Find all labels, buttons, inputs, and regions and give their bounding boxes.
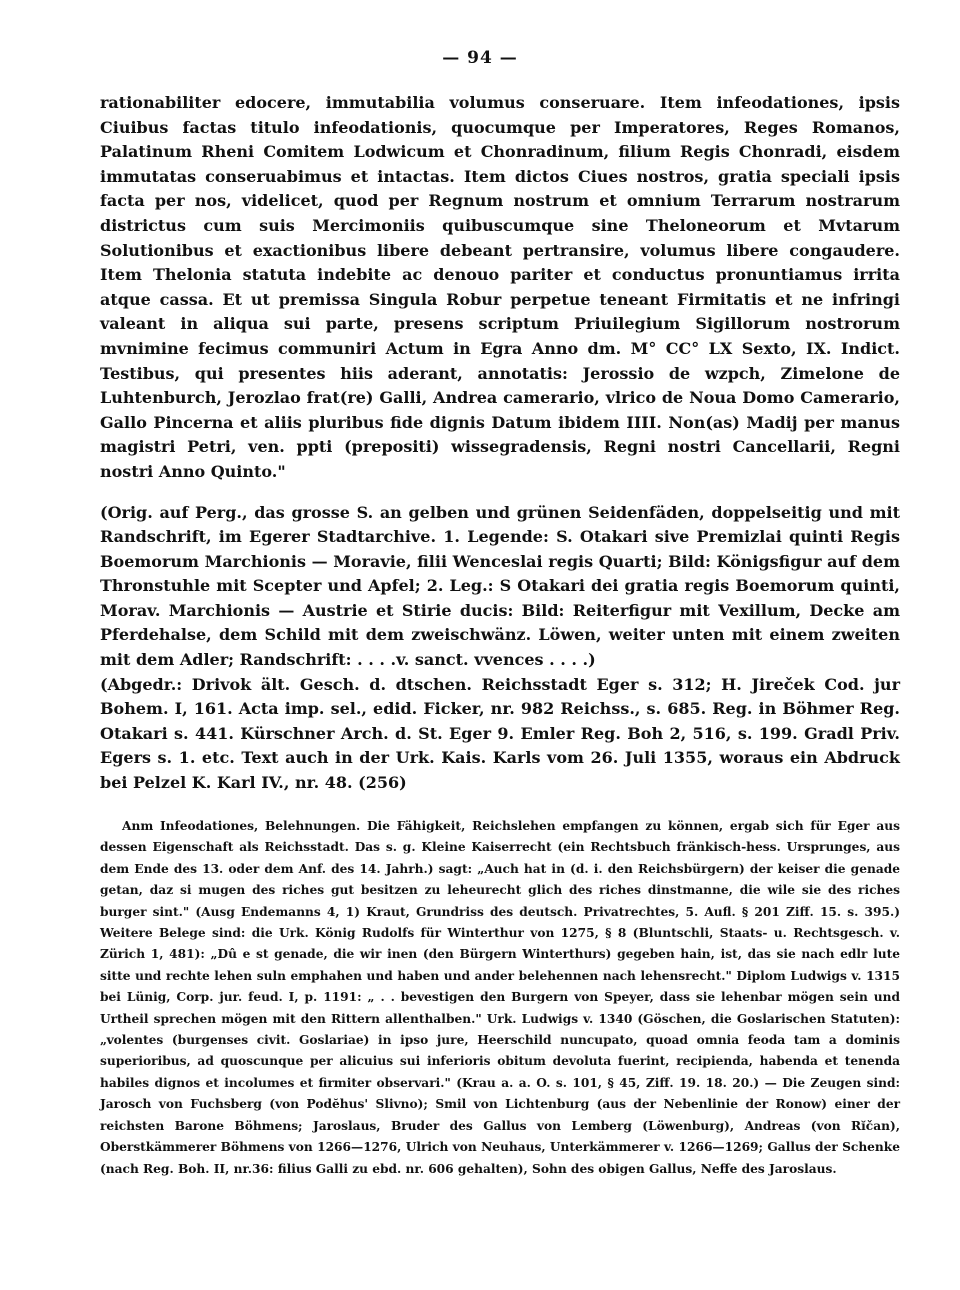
- edition-references-paragraph: (Abgedr.: Drivok ält. Gesch. d. dtschen. Reichsstadt Eger s. 312; H. Jireček Cod. jur Bohem. I, 161. Acta imp. sel., edid. Ficker, nr. 982 Reichss., s. 685. Reg. in Böhmer Reg. Otakari s. 441. Kürschner Arch. d. St. Eger 9. Emler Reg. Boh 2, 516, s. 199. Gradl Priv. Egers s. 1. etc. Text auch in der Urk. Kais. Karls vom 26. Juli 1355, woraus ein Abdruck bei Pelzel K. Karl IV., nr. 48. (256): [100, 674, 900, 793]
- main-text: [100, 91, 900, 796]
- footnote-text: Anm Infeodationes, Belehnungen. Die Fähigkeit, Reichslehen empfangen zu können, ergab sich für Eger aus dessen Eigenschaft als Reichsstadt. Das s. g. Kleine Kaiserrecht (ein Rechtsbuch fränkisch-hess. Ursprunges, aus dem Ende des 13. oder dem Anf. des 14. Jahrh.) sagt: „Auch hat in (d. i. den Reichsbürgern) der keiser die genade getan, daz si mugen des riches gut besitzen zu leheurecht glich des riches dinstmanne, die wile sie des riches burger sint." (Ausg Endemanns 4, 1) Kraut, Grundriss des deutsch. Privatrechtes, 5. Aufl. § 201 Ziff. 15. s. 395.) Weitere Belege sind: die Urk. König Rudolfs für Winterthur von 1275, § 8 (Bluntschli, Staats- u. Rechtsgesch. v. Zürich 1, 481): „Dû e st genade, die wir inen (den Bürgern Winterthurs) gegeben hain, ist, das sie nach edlr lute sitte und rechte lehen suln emphahen und haben und ander belehennen nach lehensrecht." Diplom Ludwigs v. 1315 bei Lünig, Corp. jur. feud. I, p. 1191: „ . . bevestigen den Burgern von Speyer, dass sie lehenbar mögen sein und Urtheil sprechen mögen mit den Rittern allenthalben." Urk. Ludwigs v. 1340 (Göschen, die Goslarischen Statuten): „volentes (burgenses civit. Goslariae) in ipso jure, Heerschild nuncupato, quoad omnia feoda tam a dominis superioribus, ad quoscunque per alicuius sui inferioris obitum devoluta fuerint, recipienda, habenda et tenenda habiles dignos et incolumes et firmiter observari." (Krau a. a. O. s. 101, § 45, Ziff. 19. 18. 20.) — Die Zeugen sind: Jarosch von Fuchsberg (von Podĕhus' Slivno); Smil von Lichtenburg (aus der Nebenlinie der Ronow) einer der reichsten Barone Böhmens; Jaroslaus, Bruder des Gallus von Lemberg (Löwenburg), Andreas (von Rĭčan), Oberstkämmerer Böhmens von 1266—1276, Ulrich von Neuhaus, Unterkämmerer v. 1266—1269; Gallus der Schenke (nach Reg. Boh. II, nr.36: filius Galli zu ebd. nr. 606 gehalten), Sohn des obigen Gallus, Neffe des Jaroslaus.: [100, 819, 900, 1176]
- charter-text-paragraph: rationabiliter edocere, immutabilia volumus conseruare. Item infeodationes, ipsis Ciuibus factas titulo infeodationis, quocumque per Imperatores, Reges Romanos, Palatinum Rheni Comitem Lodwicum et Chonradinum, filium Regis Chonradi, eisdem immutatas conseruabimus et intactas. Item dictos Ciues nostros, gratia speciali ipsis facta per nos, videlicet, quod per Regnum nostrum et omnium Terrarum nostrarum districtus cum suis Mercimoniis quibuscumque sine Theloneorum et Mvtarum Solutionibus et exactionibus libere debeant pertransire, volumus libere congaudere. Item Thelonia statuta indebite ac denouo pariter et conductus pronuntiamus irrita atque cassa. Et ut premissa Singula Robur perpetue teneant Firmitatis et ne infringi valeant in aliqua sui parte, presens scriptum Priuilegium Sigillorum nostrorum mvnimine fecimus communiri Actum in Egra Anno dm. M° CC° LX Sexto, IX. Indict. Testibus, qui presentes hiis aderant, annotatis: Jerossio de wzpch, Zimelone de Luhtenburch, Jerozlao frat(re) Galli, Andrea camerario, vlrico de Noua Domo Camerario, Gallo Pincerna et aliis pluribus fide dignis Datum ibidem IIII. Non(as) Madij per manus magistri Petri, ven. ppti (prepositi) wissegradensis, Regni nostri Cancellarii, Regni nostri Anno Quinto.": [100, 93, 900, 481]
- seal-description-paragraph: (Orig. auf Perg., das grosse S. an gelben und grünen Seidenfäden, doppelseitig und mit Randschrift, im Egerer Stadtarchive. 1. Legende: S. Otakari sive Premizlai quinti Regis Boemorum Marchionis — Moravie, filii Wenceslai regis Quarti; Bild: Königsfigur auf dem Thronstuhle mit Scepter und Apfel; 2. Leg.: S Otakari dei gratia regis Boemorum quinti, Morav. Marchionis — Austrie et Stirie ducis: Bild: Reiterfigur mit Vexillum, Decke am Pferdehalse, dem Schild mit dem zweischwänz. Löwen, weiter unten mit einem zweiten mit dem Adler; Randschrift: . . . .v. sanct. vvences . . . .): [100, 502, 900, 670]
- page-number: — 94 —: [442, 48, 518, 68]
- footnote-section: [100, 816, 900, 1180]
